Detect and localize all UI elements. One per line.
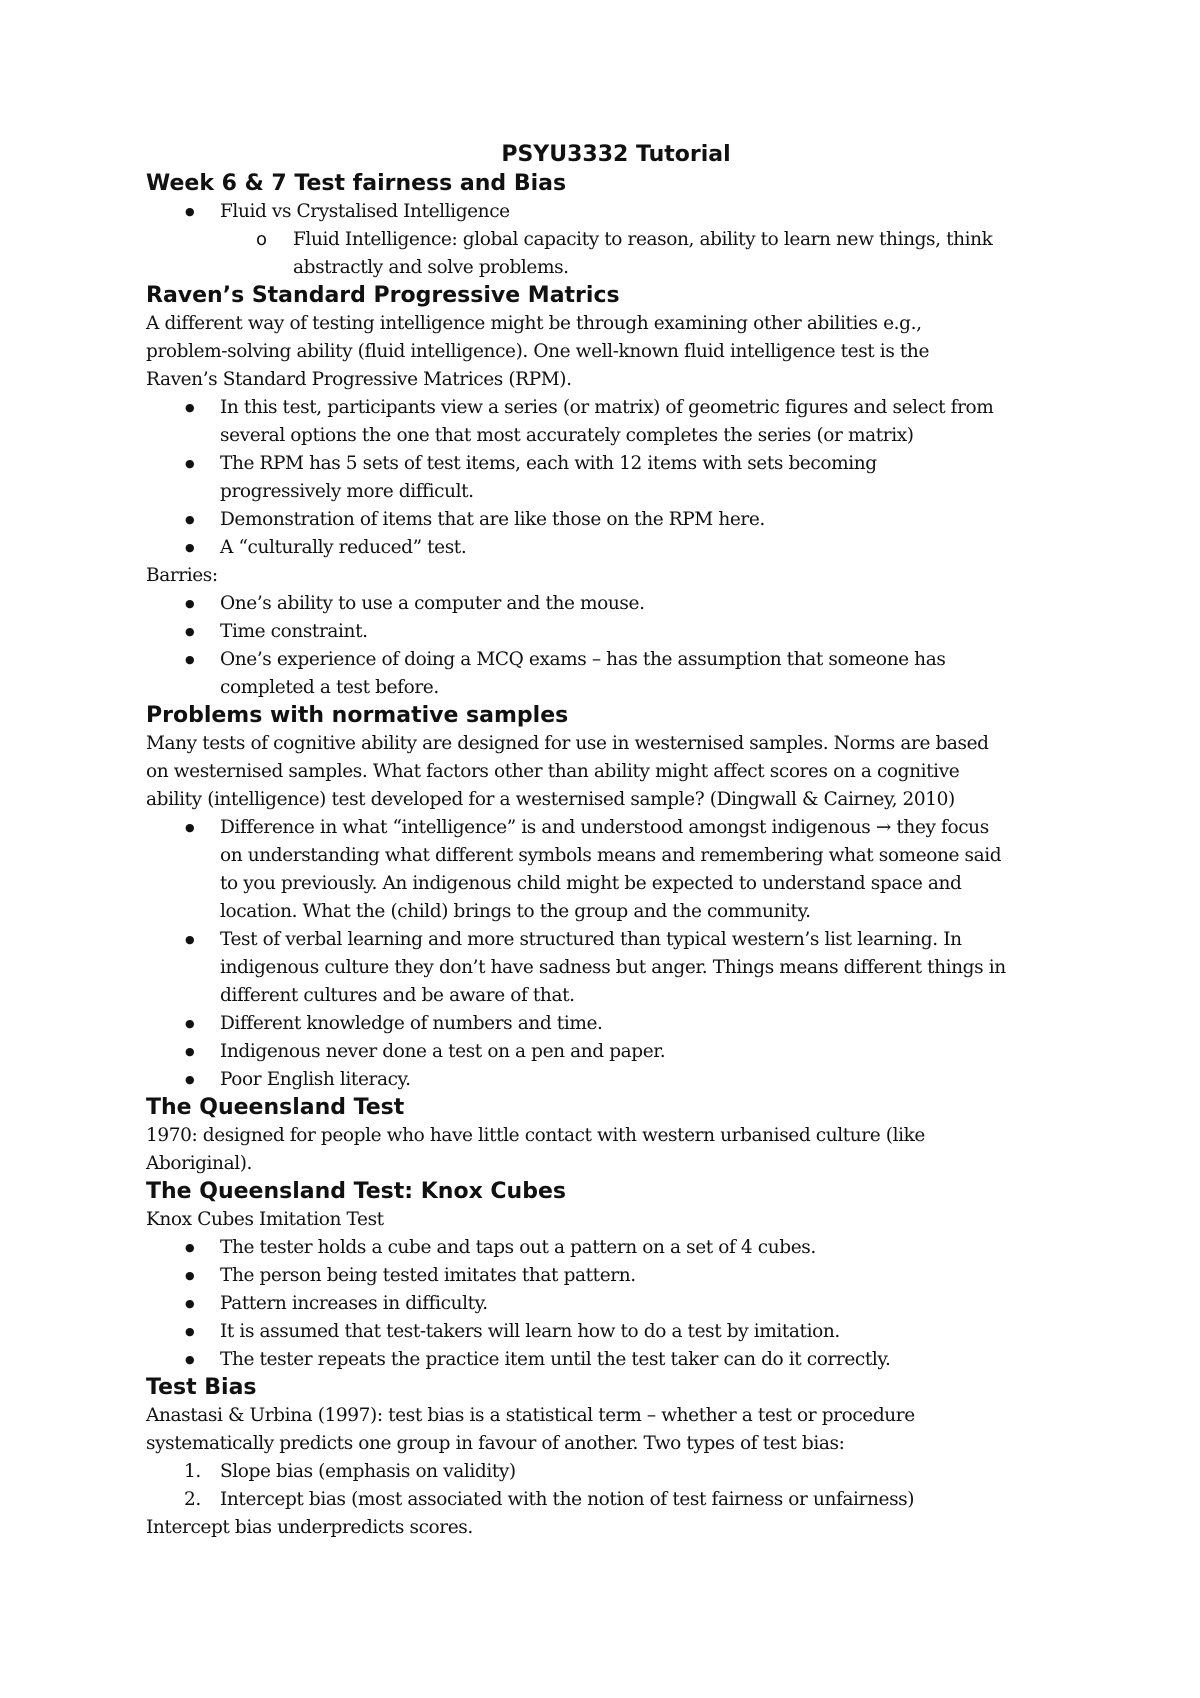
list-item: ● Time constraint. (146, 618, 1086, 646)
heading-week-6-7: Week 6 & 7 Test fairness and Bias (146, 171, 567, 196)
list-item: ● The tester holds a cube and taps out a pattern on a set of 4 cubes. (146, 1234, 1086, 1262)
bullet-list (146, 814, 1086, 1094)
heading-knox-cubes: The Queensland Test: Knox Cubes (146, 1179, 566, 1204)
paragraph: Anastasi & Urbina (1997): test bias is a statistical term – whether a test or procedure systematically predicts one group in favour of another. Two types of test bias: (146, 1405, 915, 1454)
list-item: ● It is assumed that test-takers will learn how to do a test by imitation. (146, 1318, 1086, 1346)
list-number: 1. (184, 1461, 201, 1482)
paragraph: Many tests of cognitive ability are designed for use in westernised samples. Norms are based on westernised samples. What factors other than ability might affect scores on a cognitive ability (intelligence) test developed for a westernised sample? (Dingwall & Cairney, 2010) (146, 733, 989, 810)
heading-normative-samples: Problems with normative samples (146, 703, 569, 728)
list-item: ● The tester repeats the practice item until the test taker can do it correctly. (146, 1346, 1086, 1374)
list-item: ● Test of verbal learning and more structured than typical western’s list learning. In indigenous culture they don’t have sadness but anger. Things means different things in different cultures and be aware of that. (146, 926, 1086, 1010)
list-item: ● Different knowledge of numbers and time. (146, 1010, 1086, 1038)
list-item: ● Fluid vs Crystalised Intelligence (146, 198, 1086, 226)
sub-bullet-list (146, 226, 1086, 282)
paragraph: 1970: designed for people who have little contact with western urbanised culture (like Aboriginal). (146, 1125, 925, 1174)
paragraph: A different way of testing intelligence might be through examining other abilities e.g., problem-solving ability (fluid intelligence). One well-known fluid intelligence test is the Raven’s Standard Progressive Matrices (RPM). (146, 313, 929, 390)
list-item: ● In this test, participants view a series (or matrix) of geometric figures and select from several options the one that most accurately completes the series (or matrix) (146, 394, 1086, 450)
heading-ravens-matrices: Raven’s Standard Progressive Matrics (146, 283, 620, 308)
numbered-item-text: Slope bias (emphasis on validity) (220, 1461, 516, 1482)
numbered-list (146, 1458, 1086, 1514)
numbered-item-text: Intercept bias (most associated with the notion of test fairness or unfairness) (220, 1489, 915, 1510)
bullet-list (146, 1234, 1086, 1374)
numbered-item (146, 1486, 1086, 1514)
page-title: PSYU3332 Tutorial (501, 142, 731, 167)
heading-test-bias: Test Bias (146, 1375, 257, 1400)
sub-list-item: o Fluid Intelligence: global capacity to reason, ability to learn new things, think abstractly and solve problems. (146, 226, 1086, 282)
list-item: ● Poor English literacy. (146, 1066, 1086, 1094)
list-item: ● The RPM has 5 sets of test items, each with 12 items with sets becoming progressively more difficult. (146, 450, 1086, 506)
bullet-list (146, 590, 1086, 702)
numbered-item (146, 1458, 1086, 1486)
list-item: ● Difference in what “intelligence” is and understood amongst indigenous → they focus on understanding what different symbols means and remembering what someone said to you previously. An indigenous child might be expected to understand space and location. What the (child) brings to the group and the community. (146, 814, 1086, 926)
paragraph: Intercept bias underpredicts scores. (146, 1517, 473, 1538)
list-item: ● Indigenous never done a test on a pen and paper. (146, 1038, 1086, 1066)
paragraph: Knox Cubes Imitation Test (146, 1209, 384, 1230)
list-item: ● One’s ability to use a computer and the mouse. (146, 590, 1086, 618)
list-item: ● One’s experience of doing a MCQ exams – has the assumption that someone has completed a test before. (146, 646, 1086, 702)
list-item: ● The person being tested imitates that pattern. (146, 1262, 1086, 1290)
list-item: ● Pattern increases in difficulty. (146, 1290, 1086, 1318)
heading-queensland-test: The Queensland Test (146, 1095, 405, 1120)
bullet-list (146, 394, 1086, 562)
bullet-list (146, 198, 1086, 226)
document-page (146, 140, 1086, 1542)
list-number: 2. (184, 1489, 201, 1510)
list-item: ● Demonstration of items that are like those on the RPM here. (146, 506, 1086, 534)
list-item: ● A “culturally reduced” test. (146, 534, 1086, 562)
paragraph: Barries: (146, 565, 218, 586)
